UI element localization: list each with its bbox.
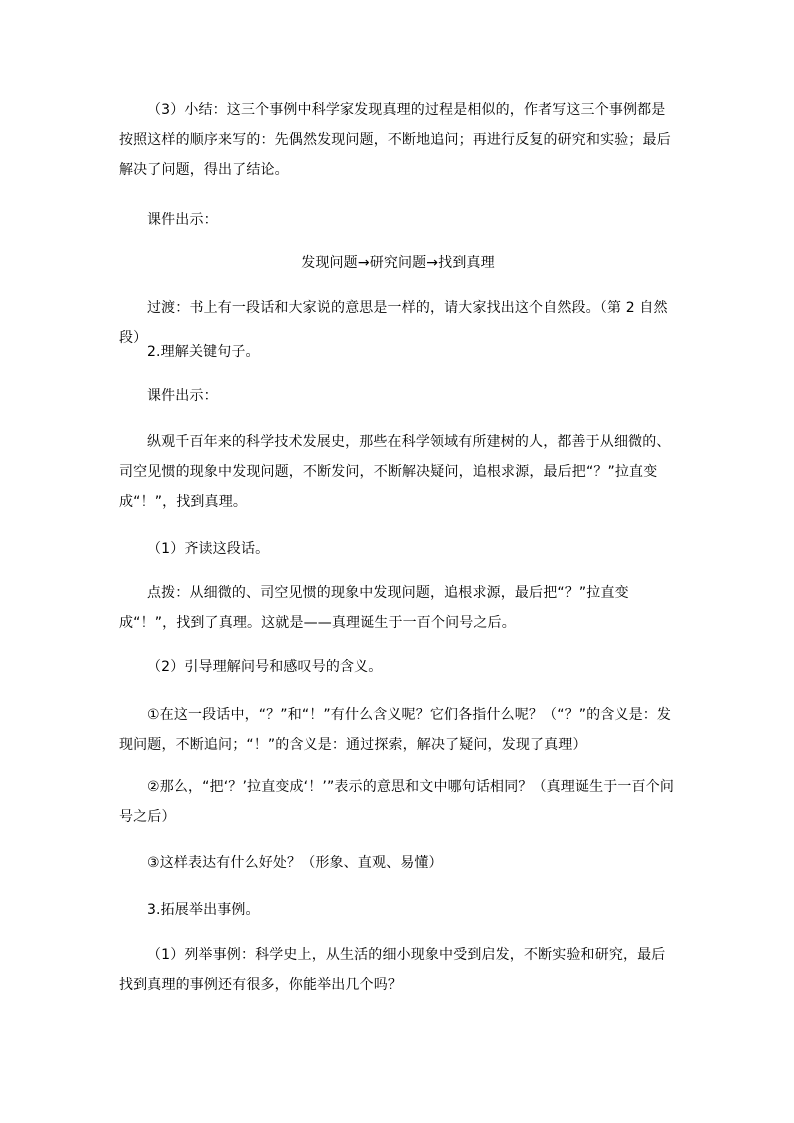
paragraph-transition: 过渡：书上有一段话和大家说的意思是一样的，请大家找出这个自然段。（第 2 自然段）	[119, 300, 668, 346]
paragraph-guidance: 点拨：从细微的、司空见惯的现象中发现问题，追根求源，最后把“？”拉直变成“！”，找到了真理。这就是——真理诞生于一百个问号之后。	[119, 585, 629, 631]
paragraph-courseware-label-2: 课件出示：	[147, 388, 218, 404]
paragraph-examples: （1）列举事例：科学史上，从生活的细小现象中受到启发，不断实验和研究，最后找到真理的事例还有很多，你能举出几个吗？	[119, 947, 666, 993]
paragraph-key-quote: 纵观千百年来的科学技术发展史，那些在科学领域有所建树的人，都善于从细微的、司空见惯的现象中发现问题，不断发问，不断解决疑问，追根求源，最后把“？”拉直变成“！”，找到真理。	[119, 434, 671, 510]
paragraph-heading-2: 2.理解关键句子。	[147, 344, 260, 360]
paragraph-question-3: ③这样表达有什么好处？（形象、直观、易懂）	[147, 855, 443, 871]
paragraph-heading-3: 3.拓展举出事例。	[147, 902, 260, 918]
paragraph-read-aloud: （1）齐读这段话。	[147, 541, 270, 557]
paragraph-question-1: ①在这一段话中，“？”和“！”有什么含义呢？它们各指什么呢？（“？”的含义是：发现问题，不断追问；“！”的含义是：通过探索，解决了疑问，发现了真理）	[119, 707, 672, 753]
paragraph-question-2: ②那么，“把‘？’拉直变成‘！’”表示的意思和文中哪句话相同？（真理诞生于一百个问号之后）	[119, 779, 675, 825]
paragraph-courseware-label-1: 课件出示：	[147, 212, 218, 228]
paragraph-meaning-guide: （2）引导理解问号和感叹号的含义。	[147, 659, 383, 675]
paragraph-process-flow: 发现问题→研究问题→找到真理	[301, 255, 495, 271]
paragraph-summary: （3）小结：这三个事例中科学家发现真理的过程是相似的，作者写这三个事例都是按照这样的顺序来写的：先偶然发现问题，不断地追问；再进行反复的研究和实验；最后解决了问题，得出了结论。	[119, 102, 671, 178]
